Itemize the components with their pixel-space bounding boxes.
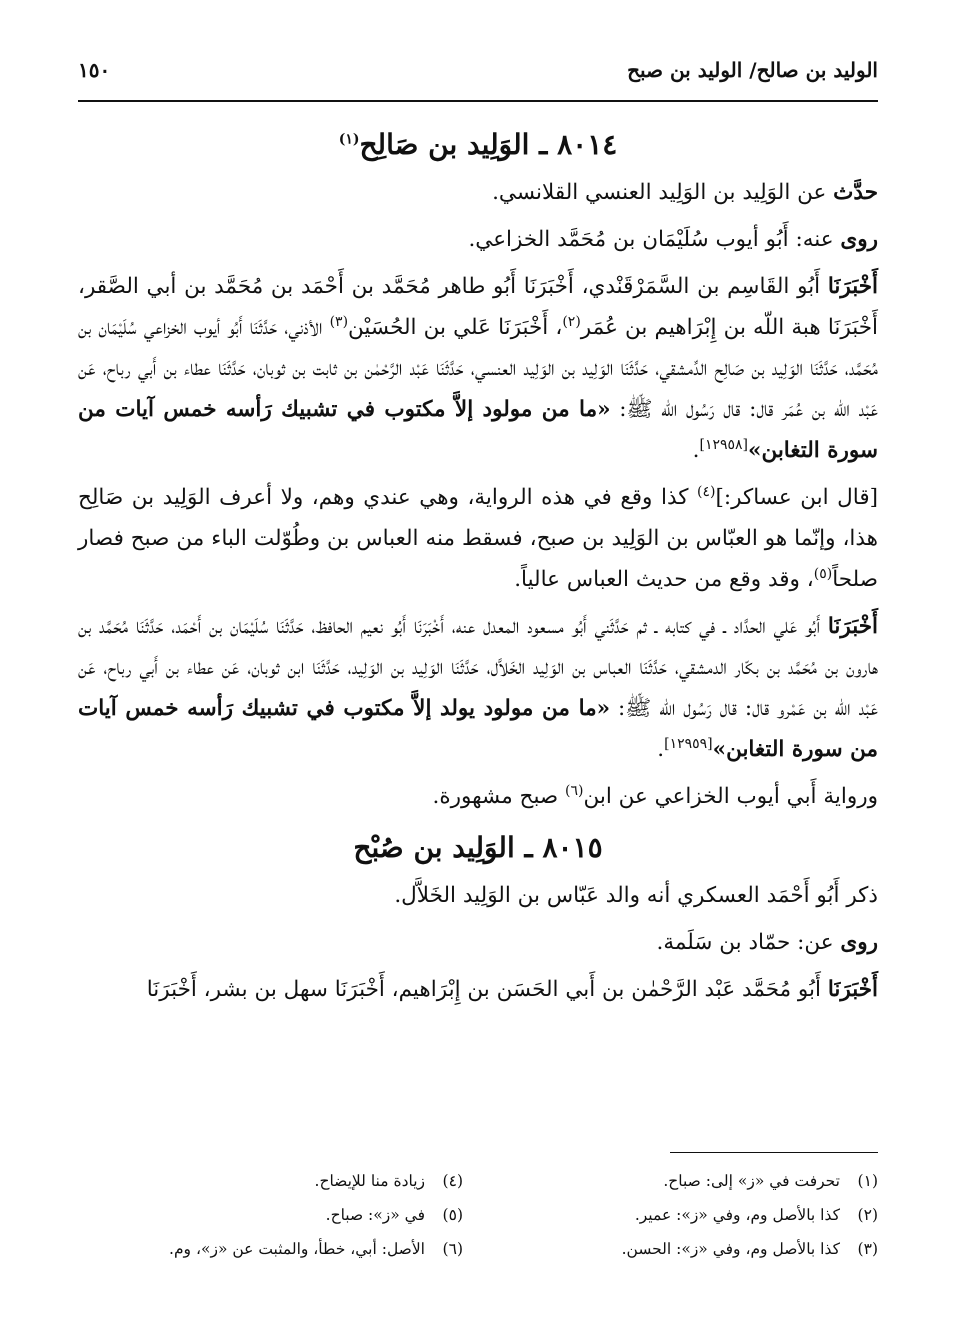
footnote-marker: (٦) <box>565 782 584 799</box>
paragraph: أَخْبَرَنَا أَبُو مُحَمَّد عَبْد الرَّحْمٰن بن أَبي الحَسَن بن إِبْرَاهيم، أَخْبَرَنَا سهل بن بشر، أَخْبَرَنَا <box>146 977 878 1002</box>
footnotes <box>78 1166 878 1264</box>
lead-word: حدَّث <box>833 180 878 205</box>
lead-word: روى <box>840 930 878 955</box>
header-rule <box>78 100 878 102</box>
hadith-reference: [١٢٩٥٨] <box>699 436 749 453</box>
entry-title-8015: ٨٠١٥ ـ الوَلِيد بن صُبْح <box>353 831 603 864</box>
footnote: (٣) كذا بالأصل وم، وفي «ز»: الحسن. <box>621 1240 878 1258</box>
lead-word: أَخْبَرَنَا <box>827 614 878 639</box>
main-text <box>78 118 878 1010</box>
running-title: الوليد بن صالح/ الوليد بن صبح <box>627 58 878 82</box>
footnote: (١) تحرفت في «ز» إلى: صباح. <box>663 1172 878 1190</box>
footnote-marker: (١) <box>338 131 360 148</box>
paragraph: روى عن: حمّاد بن سَلَمة. <box>656 930 878 955</box>
lead-word: روى <box>840 227 878 252</box>
footnote: (٦) الأصل: أبي، خطأ، والمثبت عن «ز»، وم. <box>169 1240 463 1258</box>
paragraph: حدَّث عن الوَلِيد بن الوَلِيد العنسي القلانسي. <box>492 180 878 205</box>
footnote-marker: (٢) <box>562 313 581 330</box>
footnote: (٢) كذا بالأصل وم، وفي «ز»: عمير. <box>634 1206 878 1224</box>
paragraph: [قال ابن عساكر:]$^{(٤)}$ كذا وقع في هذه الرواية، وهي عندي وهم، ولا أعرف الوَلِيد بن صَالِح هذا، وإنّما هو العبّاس بن الوَلِيد بن صبح، فسقط منه العباس بن وطُوّلت الباء من صبح فصار صلحاً$^{(٥)}$، وقد وقع من حديث العباس عالياً. <box>78 483 878 592</box>
paragraph: روى عنه: أَبُو أيوب سُلَيْمَان بن مُحَمَّد الخزاعي. <box>468 227 878 252</box>
hadith-text: «ما من مولود يولد إلاَّ مكتوب في تشبيك رَأسه خمس آيات من سورة التغابن» <box>78 696 878 762</box>
entry-title-8014: ٨٠١٤ ـ الوَلِيد بن صَالِح$^{(١)}$ <box>338 128 618 161</box>
footnote-rule <box>670 1152 878 1153</box>
page-header <box>78 58 878 82</box>
footnote: (٥) في «ز»: صباح. <box>325 1206 463 1224</box>
paragraph: أَخْبَرَنَا أَبُو القَاسِم بن السَّمَرْقَنْدي، أَخْبَرَنَا أَبُو طاهر مُحَمَّد بن أَحْمَد بن مُحَمَّد بن أبي الصَّقر، أَخْبَرَنَا هبة اللّه بن إِبْرَاهيم بن عُمَر$^{(٢)}$، أَخْبَرَنَا عَلي بن الحُسَيْن$^{(٣)}$ الأذني، حَدَّثَنَا أَبُو أيوب الخزاعي سُلَيْمَان بن مُحَمَّد، حَدَّثَنَا الوَلِيد بن صَالِح الدِّمشقي، حَدَّثَنَا الوَلِيد بن الوَلِيد العنسي، حَدَّثَنَا عَبْد الرَّحْمٰن بن ثابت بن ثوبان، حَدَّثَنَا عطاء بن أَبي رباح، عَن عَبْد اللّه بن عُمَر قال: قال رَسُول اللّه ﷺ: «ما من مولود إلاَّ مكتوب في تشبيك رَأسه خمس آيات من سورة التغابن»[١٢٩٥٨]. <box>78 274 878 463</box>
paragraph: أَخْبَرَنَا أَبُو عَلي الحدَّاد ـ في كتابه ـ ثم حَدَّثَني أَبُو مسعود المعدل عنه، أَخْبَرَنَا أَبُو نعيم الحافظ، حَدَّثَنَا سُلَيْمَان بن أَحْمَد، حَدَّثَنَا مُحَمَّد بن هارون بن مُحَمَّد بن بكّار الدمشقي، حَدَّثَنَا العباس بن الوَلِيد الخَلاَّل، حَدَّثَنَا الوَلِيد بن الوَلِيد، حَدَّثَنَا ابن ثوبان، عَن عطاء بن أَبي رباح، عَن عَبْد اللّه بن عَمْرو قال: قال رَسُول اللّه ﷺ: «ما من مولود يولد إلاَّ مكتوب في تشبيك رَأسه خمس آيات من سورة التغابن»[١٢٩٥٩]. <box>78 614 878 762</box>
lead-word: أَخْبَرَنَا <box>827 274 878 299</box>
hadith-reference: [١٢٩٥٩] <box>664 735 713 752</box>
page-number: ١٥٠ <box>78 58 111 82</box>
footnote-marker: (٣) <box>329 313 349 330</box>
paragraph: ذكر أَبُو أَحْمَد العسكري أنه والد عَبّاس بن الوَلِيد الخَلاَّل. <box>394 883 878 908</box>
lead-word: أَخْبَرَنَا <box>827 977 878 1002</box>
footnote: (٤) زيادة منا للإيضاح. <box>314 1172 463 1190</box>
hadith-text: «ما من مولود إلاَّ مكتوب في تشبيك رَأسه خمس آيات من سورة التغابن» <box>78 397 878 463</box>
footnote-marker: (٥) <box>813 565 833 582</box>
footnote-marker: (٤) <box>697 483 716 500</box>
paragraph: ورواية أَبي أيوب الخزاعي عن ابن$^{(٦)}$ صبح مشهورة. <box>432 782 878 809</box>
